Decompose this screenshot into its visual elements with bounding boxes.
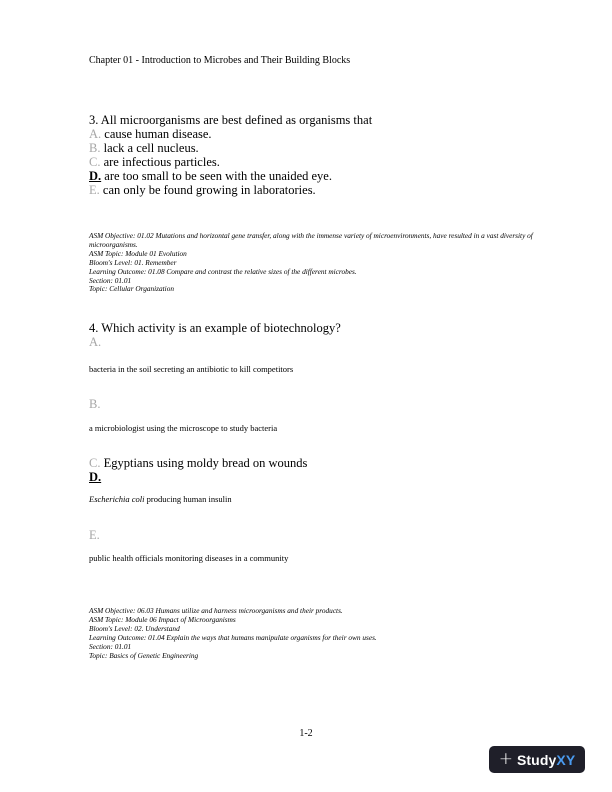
question-4-stem: 4. Which activity is an example of biotechnology? xyxy=(89,321,341,335)
q4-option-b-letter: B. xyxy=(89,397,101,411)
q4-option-c xyxy=(89,456,307,470)
brand-accent: XY xyxy=(556,751,576,768)
q3-option-b-text: lack a cell nucleus. xyxy=(103,141,199,155)
q3-learning-outcome: Learning Outcome: 01.08 Compare and contrast the relative sizes of the different microbes. xyxy=(89,266,357,276)
q4-option-d xyxy=(89,470,101,484)
q4-option-c-letter: C. xyxy=(89,456,101,470)
q4-option-a-letter: A. xyxy=(89,335,102,349)
q4-metadata xyxy=(89,607,559,660)
q4-option-d-organism: Escherichia coli xyxy=(89,494,145,504)
q3-option-c-text: are infectious particles. xyxy=(103,155,220,169)
q3-option-d xyxy=(89,169,332,183)
q4-asm-topic: ASM Topic: Module 06 Impact of Microorganisms xyxy=(89,614,236,624)
q3-correct-answer-letter: D. xyxy=(89,169,102,183)
q3-topic: Topic: Cellular Organization xyxy=(89,284,175,294)
q3-option-a-letter: A. xyxy=(89,127,102,141)
q4-option-d-rest: producing human insulin xyxy=(144,494,232,504)
q3-option-e xyxy=(89,183,316,197)
q4-correct-answer-letter: D. xyxy=(89,470,102,484)
q3-option-e-letter: E. xyxy=(89,183,100,197)
q3-blooms-level: Bloom's Level: 01. Remember xyxy=(89,257,177,267)
q3-option-a-text: cause human disease. xyxy=(104,127,212,141)
q3-option-d-text: are too small to be seen with the unaided eye. xyxy=(104,169,332,183)
q3-option-c xyxy=(89,155,220,169)
q3-section: Section: 01.01 xyxy=(89,275,132,285)
q4-option-d-text xyxy=(89,494,232,504)
brand-main: Study xyxy=(516,751,557,768)
q3-metadata xyxy=(89,232,559,294)
q4-asm-objective: ASM Objective: 06.03 Humans utilize and harness microorganisms and their products. xyxy=(89,606,343,615)
studyxy-logo-text xyxy=(517,752,575,768)
q3-option-b xyxy=(89,141,199,155)
studyxy-badge[interactable] xyxy=(489,746,585,773)
q4-section: Section: 01.01 xyxy=(89,641,132,651)
question-3-stem: 3. All microorganisms are best defined as organisms that xyxy=(89,113,373,127)
q3-option-b-letter: B. xyxy=(89,141,101,155)
q3-asm-topic: ASM Topic: Module 01 Evolution xyxy=(89,248,187,258)
q4-option-a-text: bacteria in the soil secreting an antibiotic to kill competitors xyxy=(89,364,294,374)
chapter-header: Chapter 01 - Introduction to Microbes and Their Building Blocks xyxy=(89,55,351,66)
q3-option-a xyxy=(89,127,212,141)
page-number: 1-2 xyxy=(299,728,313,739)
q4-blooms-level: Bloom's Level: 02. Understand xyxy=(89,623,180,633)
q4-option-e-text: public health officials monitoring diseases in a community xyxy=(89,553,289,563)
q4-option-e-letter: E. xyxy=(89,528,100,542)
q4-option-c-text: Egyptians using moldy bread on wounds xyxy=(103,456,308,470)
q3-asm-objective: ASM Objective: 01.02 Mutations and horizontal gene transfer, along with the immense variety of microenvironments, have resulted in a vast diversity of microorganisms. xyxy=(89,231,533,249)
q4-topic: Topic: Basics of Genetic Engineering xyxy=(89,650,199,660)
q3-option-c-letter: C. xyxy=(89,155,101,169)
q3-option-e-text: can only be found growing in laboratories. xyxy=(102,183,316,197)
plus-icon: + xyxy=(498,749,513,769)
q4-option-b-text: a microbiologist using the microscope to study bacteria xyxy=(89,423,278,433)
q4-learning-outcome: Learning Outcome: 01.04 Explain the ways that humans manipulate organisms for their own uses. xyxy=(89,632,377,642)
